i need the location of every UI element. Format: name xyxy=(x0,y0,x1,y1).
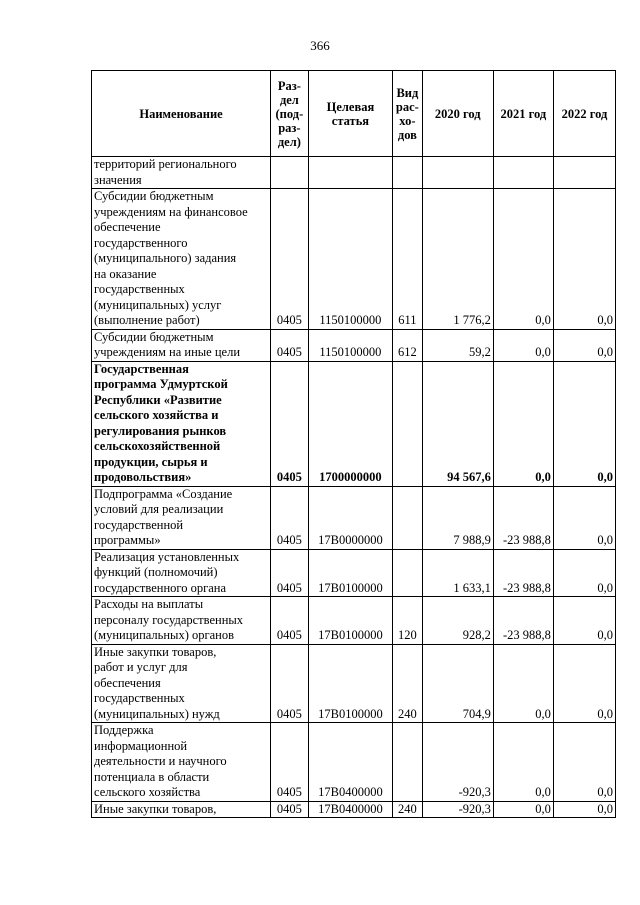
header-2022: 2022 год xyxy=(553,71,615,157)
cell-2022: 0,0 xyxy=(553,723,615,802)
cell-vid: 240 xyxy=(393,644,423,723)
cell-2022: 0,0 xyxy=(553,597,615,645)
budget-table xyxy=(91,70,616,818)
cell-vid xyxy=(393,361,423,486)
table-row xyxy=(92,157,616,189)
cell-razdel: 0405 xyxy=(271,189,309,330)
cell-razdel: 0405 xyxy=(271,723,309,802)
header-name: Наименование xyxy=(92,71,271,157)
cell-vid: 611 xyxy=(393,189,423,330)
cell-2021: 0,0 xyxy=(493,189,553,330)
cell-name: Реализация установленных функций (полномочий) государственного органа xyxy=(92,549,271,597)
cell-razdel: 0405 xyxy=(271,597,309,645)
cell-2020: 1 633,1 xyxy=(422,549,493,597)
table-header-row xyxy=(92,71,616,157)
cell-name: территорий регионального значения xyxy=(92,157,271,189)
cell-razdel: 0405 xyxy=(271,486,309,549)
cell-2020: 59,2 xyxy=(422,329,493,361)
cell-2021: -23 988,8 xyxy=(493,597,553,645)
header-2021: 2021 год xyxy=(493,71,553,157)
cell-name: Подпрограмма «Создание условий для реализации государственной программы» xyxy=(92,486,271,549)
header-2020: 2020 год xyxy=(422,71,493,157)
cell-2022 xyxy=(553,157,615,189)
cell-name: Расходы на выплаты персоналу государственных (муниципальных) органов xyxy=(92,597,271,645)
cell-statya xyxy=(308,157,392,189)
header-razdel: Раз- дел (под- раз- дел) xyxy=(271,71,309,157)
cell-statya: 1700000000 xyxy=(308,361,392,486)
cell-name: Иные закупки товаров, xyxy=(92,801,271,818)
cell-2020: -920,3 xyxy=(422,723,493,802)
cell-2022: 0,0 xyxy=(553,486,615,549)
cell-2021: 0,0 xyxy=(493,329,553,361)
header-vid: Вид рас- хо- дов xyxy=(393,71,423,157)
cell-2021: 0,0 xyxy=(493,644,553,723)
cell-name: Поддержка информационной деятельности и научного потенциала в области сельского хозяйства xyxy=(92,723,271,802)
cell-statya: 17B0100000 xyxy=(308,644,392,723)
cell-razdel: 0405 xyxy=(271,361,309,486)
cell-2022: 0,0 xyxy=(553,189,615,330)
table-row xyxy=(92,723,616,802)
cell-razdel: 0405 xyxy=(271,644,309,723)
cell-name: Субсидии бюджетным учреждениям на финансовое обеспечение государственного (муниципального) задания на оказание государственных (муниципальных) услуг (выполнение работ) xyxy=(92,189,271,330)
cell-2022: 0,0 xyxy=(553,361,615,486)
table-row xyxy=(92,189,616,330)
cell-name: Иные закупки товаров, работ и услуг для обеспечения государственных (муниципальных) нужд xyxy=(92,644,271,723)
cell-statya: 17B0000000 xyxy=(308,486,392,549)
cell-2022: 0,0 xyxy=(553,329,615,361)
header-statya: Целевая статья xyxy=(308,71,392,157)
cell-2020: -920,3 xyxy=(422,801,493,818)
table-row xyxy=(92,801,616,818)
cell-razdel: 0405 xyxy=(271,549,309,597)
cell-vid xyxy=(393,486,423,549)
cell-razdel: 0405 xyxy=(271,801,309,818)
table-row xyxy=(92,361,616,486)
cell-2022: 0,0 xyxy=(553,801,615,818)
cell-statya: 1150100000 xyxy=(308,329,392,361)
table-body xyxy=(92,157,616,818)
cell-vid xyxy=(393,157,423,189)
cell-statya: 1150100000 xyxy=(308,189,392,330)
cell-2020: 1 776,2 xyxy=(422,189,493,330)
cell-2021: 0,0 xyxy=(493,723,553,802)
table-row xyxy=(92,597,616,645)
cell-vid xyxy=(393,723,423,802)
table-row xyxy=(92,329,616,361)
cell-vid xyxy=(393,549,423,597)
cell-2020: 94 567,6 xyxy=(422,361,493,486)
cell-razdel: 0405 xyxy=(271,329,309,361)
cell-vid: 120 xyxy=(393,597,423,645)
cell-statya: 17B0400000 xyxy=(308,801,392,818)
cell-2020: 704,9 xyxy=(422,644,493,723)
cell-statya: 17B0400000 xyxy=(308,723,392,802)
cell-statya: 17B0100000 xyxy=(308,597,392,645)
cell-statya: 17B0100000 xyxy=(308,549,392,597)
cell-2020: 7 988,9 xyxy=(422,486,493,549)
cell-2021: 0,0 xyxy=(493,361,553,486)
page-number: 366 xyxy=(310,38,330,53)
cell-2022: 0,0 xyxy=(553,549,615,597)
cell-2021: 0,0 xyxy=(493,801,553,818)
cell-razdel xyxy=(271,157,309,189)
table-row xyxy=(92,486,616,549)
table-row xyxy=(92,644,616,723)
cell-2020: 928,2 xyxy=(422,597,493,645)
cell-2021 xyxy=(493,157,553,189)
cell-name: Государственная программа Удмуртской Республики «Развитие сельского хозяйства и регулирования рынков сельскохозяйственной продукции, сырья и продовольствия» xyxy=(92,361,271,486)
cell-2020 xyxy=(422,157,493,189)
cell-2022: 0,0 xyxy=(553,644,615,723)
cell-2021: -23 988,8 xyxy=(493,549,553,597)
cell-name: Субсидии бюджетным учреждениям на иные цели xyxy=(92,329,271,361)
cell-vid: 612 xyxy=(393,329,423,361)
cell-2021: -23 988,8 xyxy=(493,486,553,549)
table-row xyxy=(92,549,616,597)
cell-vid: 240 xyxy=(393,801,423,818)
